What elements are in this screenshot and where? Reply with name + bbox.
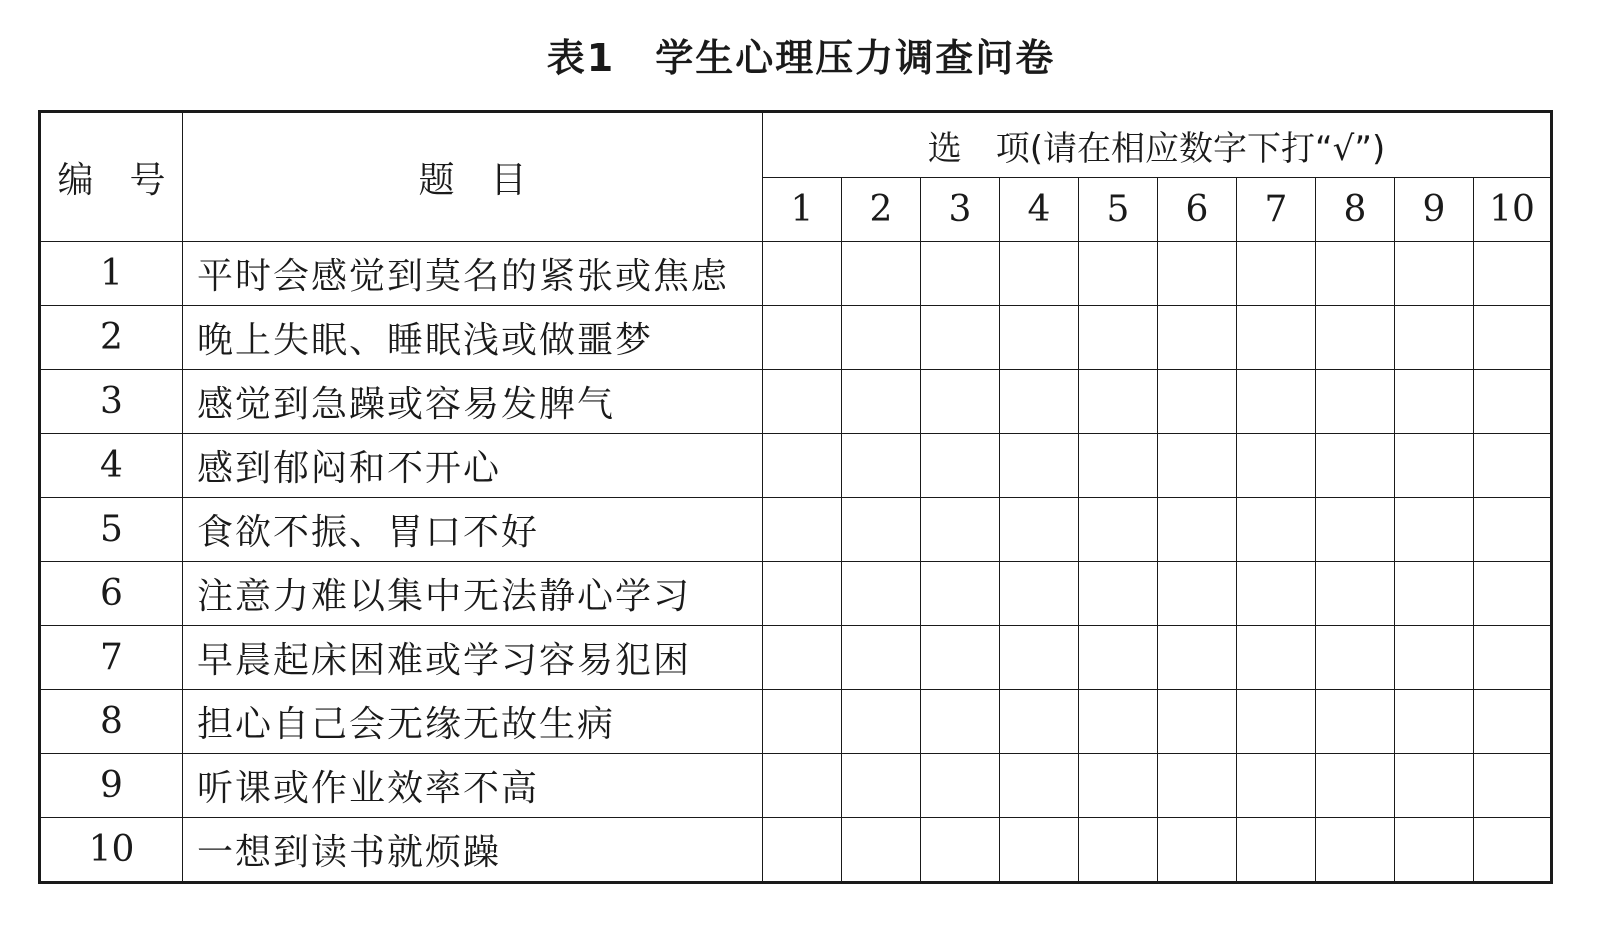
answer-cell-q1-opt5[interactable] xyxy=(1079,242,1158,306)
answer-cell-q6-opt9[interactable] xyxy=(1395,562,1474,626)
answer-cell-q10-opt7[interactable] xyxy=(1237,818,1316,883)
answer-cell-q7-opt2[interactable] xyxy=(842,626,921,690)
answer-cell-q10-opt9[interactable] xyxy=(1395,818,1474,883)
answer-cell-q7-opt8[interactable] xyxy=(1316,626,1395,690)
table-title: 表1 学生心理压力调查问卷 xyxy=(546,36,1056,80)
answer-cell-q7-opt9[interactable] xyxy=(1395,626,1474,690)
answer-cell-q1-opt3[interactable] xyxy=(921,242,1000,306)
answer-cell-q2-opt7[interactable] xyxy=(1237,306,1316,370)
answer-cell-q9-opt4[interactable] xyxy=(1000,754,1079,818)
answer-cell-q2-opt9[interactable] xyxy=(1395,306,1474,370)
answer-cell-q3-opt8[interactable] xyxy=(1316,370,1395,434)
answer-cell-q6-opt7[interactable] xyxy=(1237,562,1316,626)
answer-cell-q6-opt6[interactable] xyxy=(1158,562,1237,626)
answer-cell-q4-opt4[interactable] xyxy=(1000,434,1079,498)
answer-cell-q2-opt3[interactable] xyxy=(921,306,1000,370)
answer-cell-q3-opt7[interactable] xyxy=(1237,370,1316,434)
option-number: 5 xyxy=(1079,178,1158,242)
table-row xyxy=(40,562,1552,626)
answer-cell-q7-opt3[interactable] xyxy=(921,626,1000,690)
answer-cell-q2-opt8[interactable] xyxy=(1316,306,1395,370)
table-row xyxy=(40,626,1552,690)
row-question: 注意力难以集中无法静心学习 xyxy=(183,562,763,626)
answer-cell-q3-opt5[interactable] xyxy=(1079,370,1158,434)
answer-cell-q6-opt8[interactable] xyxy=(1316,562,1395,626)
answer-cell-q7-opt4[interactable] xyxy=(1000,626,1079,690)
table-row xyxy=(40,818,1552,883)
answer-cell-q1-opt7[interactable] xyxy=(1237,242,1316,306)
answer-cell-q8-opt9[interactable] xyxy=(1395,690,1474,754)
answer-cell-q3-opt2[interactable] xyxy=(842,370,921,434)
answer-cell-q9-opt7[interactable] xyxy=(1237,754,1316,818)
survey-table xyxy=(38,110,1553,884)
answer-cell-q10-opt8[interactable] xyxy=(1316,818,1395,883)
answer-cell-q4-opt8[interactable] xyxy=(1316,434,1395,498)
row-number: 10 xyxy=(40,818,183,883)
answer-cell-q7-opt10[interactable] xyxy=(1474,626,1552,690)
answer-cell-q5-opt9[interactable] xyxy=(1395,498,1474,562)
answer-cell-q6-opt4[interactable] xyxy=(1000,562,1079,626)
answer-cell-q7-opt5[interactable] xyxy=(1079,626,1158,690)
row-question: 担心自己会无缘无故生病 xyxy=(183,690,763,754)
option-number: 7 xyxy=(1237,178,1316,242)
answer-cell-q5-opt6[interactable] xyxy=(1158,498,1237,562)
answer-cell-q3-opt9[interactable] xyxy=(1395,370,1474,434)
answer-cell-q10-opt6[interactable] xyxy=(1158,818,1237,883)
row-number: 3 xyxy=(40,370,183,434)
row-number: 8 xyxy=(40,690,183,754)
answer-cell-q8-opt7[interactable] xyxy=(1237,690,1316,754)
answer-cell-q6-opt2[interactable] xyxy=(842,562,921,626)
answer-cell-q5-opt8[interactable] xyxy=(1316,498,1395,562)
answer-cell-q9-opt6[interactable] xyxy=(1158,754,1237,818)
answer-cell-q1-opt9[interactable] xyxy=(1395,242,1474,306)
answer-cell-q8-opt6[interactable] xyxy=(1158,690,1237,754)
option-number: 9 xyxy=(1395,178,1474,242)
answer-cell-q2-opt1[interactable] xyxy=(763,306,842,370)
answer-cell-q9-opt9[interactable] xyxy=(1395,754,1474,818)
header-number: 编 号 xyxy=(40,112,183,242)
answer-cell-q9-opt10[interactable] xyxy=(1474,754,1552,818)
table-row xyxy=(40,498,1552,562)
answer-cell-q10-opt3[interactable] xyxy=(921,818,1000,883)
answer-cell-q8-opt3[interactable] xyxy=(921,690,1000,754)
answer-cell-q10-opt4[interactable] xyxy=(1000,818,1079,883)
answer-cell-q2-opt6[interactable] xyxy=(1158,306,1237,370)
table-row xyxy=(40,242,1552,306)
answer-cell-q1-opt6[interactable] xyxy=(1158,242,1237,306)
row-question: 感到郁闷和不开心 xyxy=(183,434,763,498)
answer-cell-q2-opt5[interactable] xyxy=(1079,306,1158,370)
answer-cell-q8-opt10[interactable] xyxy=(1474,690,1552,754)
option-number: 6 xyxy=(1158,178,1237,242)
row-question: 感觉到急躁或容易发脾气 xyxy=(183,370,763,434)
answer-cell-q4-opt7[interactable] xyxy=(1237,434,1316,498)
answer-cell-q9-opt5[interactable] xyxy=(1079,754,1158,818)
answer-cell-q5-opt1[interactable] xyxy=(763,498,842,562)
answer-cell-q8-opt2[interactable] xyxy=(842,690,921,754)
row-number: 9 xyxy=(40,754,183,818)
row-number: 6 xyxy=(40,562,183,626)
answer-cell-q10-opt10[interactable] xyxy=(1474,818,1552,883)
answer-cell-q10-opt1[interactable] xyxy=(763,818,842,883)
answer-cell-q5-opt10[interactable] xyxy=(1474,498,1552,562)
answer-cell-q5-opt2[interactable] xyxy=(842,498,921,562)
answer-cell-q9-opt1[interactable] xyxy=(763,754,842,818)
answer-cell-q1-opt8[interactable] xyxy=(1316,242,1395,306)
answer-cell-q1-opt1[interactable] xyxy=(763,242,842,306)
answer-cell-q6-opt3[interactable] xyxy=(921,562,1000,626)
answer-cell-q6-opt1[interactable] xyxy=(763,562,842,626)
row-question: 听课或作业效率不高 xyxy=(183,754,763,818)
answer-cell-q1-opt2[interactable] xyxy=(842,242,921,306)
option-number: 3 xyxy=(921,178,1000,242)
answer-cell-q8-opt4[interactable] xyxy=(1000,690,1079,754)
header-question: 题 目 xyxy=(183,112,763,242)
answer-cell-q5-opt7[interactable] xyxy=(1237,498,1316,562)
table-row xyxy=(40,370,1552,434)
row-number: 2 xyxy=(40,306,183,370)
answer-cell-q4-opt9[interactable] xyxy=(1395,434,1474,498)
answer-cell-q9-opt2[interactable] xyxy=(842,754,921,818)
answer-cell-q4-opt3[interactable] xyxy=(921,434,1000,498)
option-number: 4 xyxy=(1000,178,1079,242)
answer-cell-q8-opt1[interactable] xyxy=(763,690,842,754)
table-row xyxy=(40,754,1552,818)
answer-cell-q4-opt2[interactable] xyxy=(842,434,921,498)
answer-cell-q6-opt5[interactable] xyxy=(1079,562,1158,626)
table-row xyxy=(40,690,1552,754)
answer-cell-q3-opt1[interactable] xyxy=(763,370,842,434)
row-number: 5 xyxy=(40,498,183,562)
answer-cell-q7-opt7[interactable] xyxy=(1237,626,1316,690)
answer-cell-q1-opt10[interactable] xyxy=(1474,242,1552,306)
answer-cell-q9-opt3[interactable] xyxy=(921,754,1000,818)
answer-cell-q10-opt2[interactable] xyxy=(842,818,921,883)
option-number: 8 xyxy=(1316,178,1395,242)
answer-cell-q5-opt4[interactable] xyxy=(1000,498,1079,562)
answer-cell-q4-opt1[interactable] xyxy=(763,434,842,498)
answer-cell-q7-opt6[interactable] xyxy=(1158,626,1237,690)
answer-cell-q3-opt10[interactable] xyxy=(1474,370,1552,434)
table-row xyxy=(40,434,1552,498)
row-question: 一想到读书就烦躁 xyxy=(183,818,763,883)
row-number: 1 xyxy=(40,242,183,306)
answer-cell-q2-opt2[interactable] xyxy=(842,306,921,370)
row-question: 平时会感觉到莫名的紧张或焦虑 xyxy=(183,242,763,306)
answer-cell-q1-opt4[interactable] xyxy=(1000,242,1079,306)
option-number: 10 xyxy=(1474,178,1552,242)
row-question: 晚上失眠、睡眠浅或做噩梦 xyxy=(183,306,763,370)
answer-cell-q4-opt6[interactable] xyxy=(1158,434,1237,498)
answer-cell-q2-opt4[interactable] xyxy=(1000,306,1079,370)
header-options: 选 项(请在相应数字下打“√”) xyxy=(763,112,1552,178)
answer-cell-q8-opt5[interactable] xyxy=(1079,690,1158,754)
answer-cell-q9-opt8[interactable] xyxy=(1316,754,1395,818)
answer-cell-q4-opt10[interactable] xyxy=(1474,434,1552,498)
answer-cell-q3-opt4[interactable] xyxy=(1000,370,1079,434)
row-question: 食欲不振、胃口不好 xyxy=(183,498,763,562)
answer-cell-q6-opt10[interactable] xyxy=(1474,562,1552,626)
option-number: 2 xyxy=(842,178,921,242)
answer-cell-q7-opt1[interactable] xyxy=(763,626,842,690)
answer-cell-q3-opt6[interactable] xyxy=(1158,370,1237,434)
answer-cell-q5-opt5[interactable] xyxy=(1079,498,1158,562)
answer-cell-q10-opt5[interactable] xyxy=(1079,818,1158,883)
row-number: 4 xyxy=(40,434,183,498)
answer-cell-q5-opt3[interactable] xyxy=(921,498,1000,562)
option-number: 1 xyxy=(763,178,842,242)
table-row xyxy=(40,306,1552,370)
row-number: 7 xyxy=(40,626,183,690)
row-question: 早晨起床困难或学习容易犯困 xyxy=(183,626,763,690)
answer-cell-q3-opt3[interactable] xyxy=(921,370,1000,434)
answer-cell-q8-opt8[interactable] xyxy=(1316,690,1395,754)
answer-cell-q2-opt10[interactable] xyxy=(1474,306,1552,370)
answer-cell-q4-opt5[interactable] xyxy=(1079,434,1158,498)
